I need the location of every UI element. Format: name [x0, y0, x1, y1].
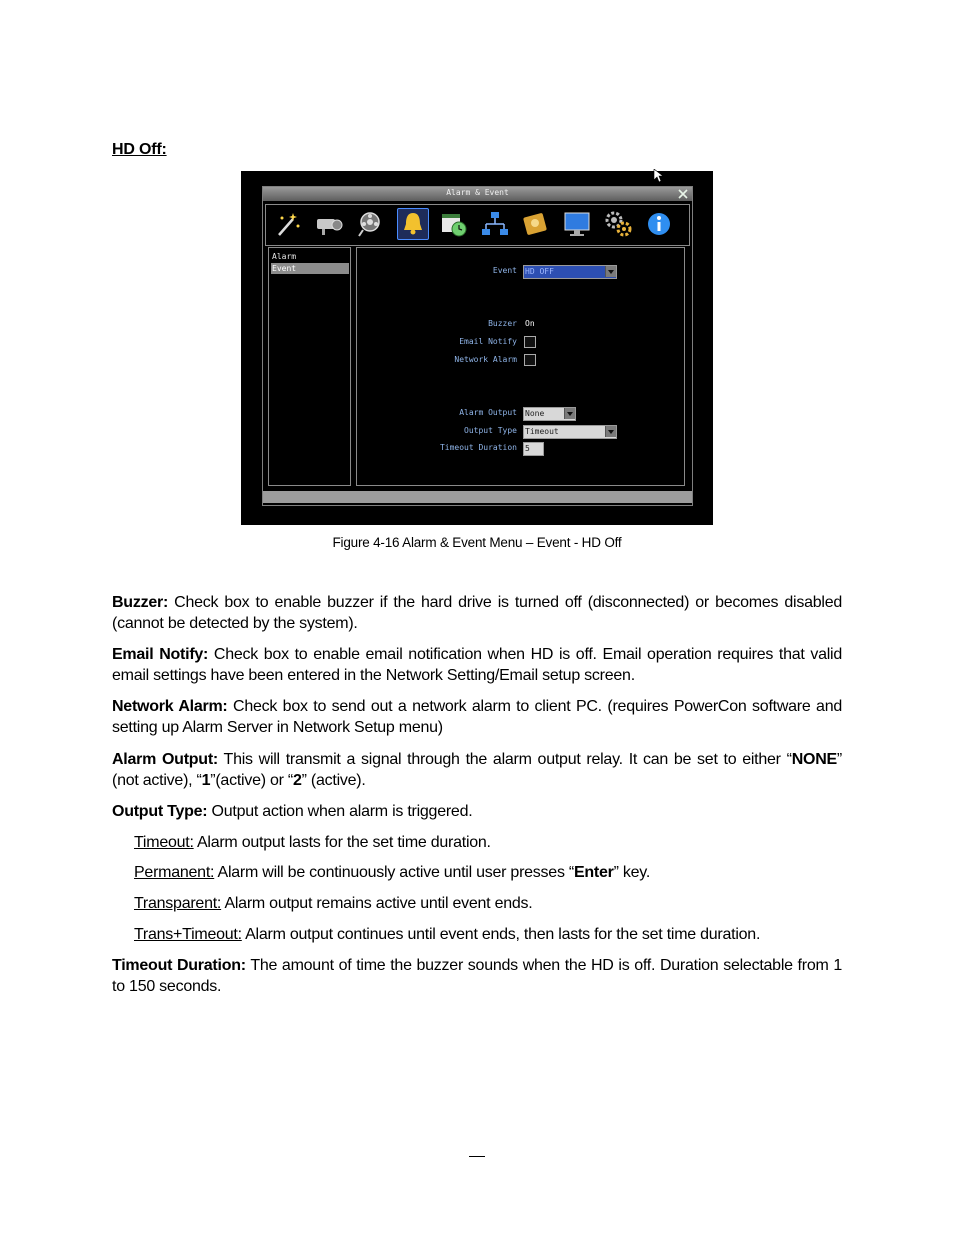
alarm-output-text: ” (active). [301, 772, 366, 789]
event-label: Event [492, 266, 517, 275]
output-type-label: Output Type [464, 426, 517, 435]
alarm-output-value: None [525, 409, 545, 418]
trans-timeout-text: Alarm output continues until event ends, then lasts for the set time duration. [241, 926, 761, 943]
network-alarm-term: Network Alarm: [112, 698, 228, 715]
timeout-duration-paragraph [112, 955, 842, 997]
timeout-duration-value: 5 [525, 444, 530, 453]
alarm-bell-icon[interactable] [397, 208, 429, 240]
output-type-term: Output Type: [112, 803, 208, 820]
permanent-term: Permanent: [134, 864, 215, 881]
chevron-down-icon [564, 408, 575, 419]
mouse-cursor-icon [653, 169, 665, 183]
close-icon[interactable] [677, 188, 689, 200]
trans-timeout-term: Trans+Timeout: [134, 926, 242, 943]
buzzer-label: Buzzer [488, 319, 517, 328]
buzzer-value[interactable]: On [525, 319, 535, 328]
alarm-output-paragraph [112, 749, 842, 791]
email-notify-label: Email Notify [459, 337, 517, 346]
alarm-output-text: ”(active) or “ [210, 772, 293, 789]
output-type-value: Timeout [525, 427, 559, 436]
email-notify-term: Email Notify: [112, 646, 209, 663]
timeout-duration-label: Timeout Duration [439, 443, 517, 452]
timeout-duration-term: Timeout Duration: [112, 957, 246, 974]
enter-key: Enter [573, 864, 614, 881]
wizard-icon[interactable] [273, 209, 303, 239]
output-type-text: Output action when alarm is triggered. [207, 803, 473, 820]
buzzer-text: Check box to enable buzzer if the hard drive is turned off (disconnected) or becomes disabled (cannot be detected by the system). [112, 594, 842, 632]
transparent-text: Alarm output remains active until event ends. [221, 895, 533, 912]
figure-caption: Figure 4-16 Alarm & Event Menu – Event - HD Off [332, 535, 622, 550]
timeout-text: Alarm output lasts for the set time duration. [193, 834, 491, 851]
email-notify-checkbox[interactable] [524, 336, 536, 348]
page-number-line [469, 1156, 485, 1157]
option-2: 2 [293, 772, 302, 789]
permanent-option-item [134, 862, 650, 883]
record-icon[interactable] [355, 209, 385, 239]
alarm-output-term: Alarm Output: [112, 751, 218, 768]
timeout-option-item [134, 832, 491, 853]
transparent-option-item [134, 893, 532, 914]
timeout-duration-input[interactable] [523, 442, 544, 456]
transparent-term: Transparent: [134, 895, 222, 912]
none-option: NONE [791, 751, 837, 768]
chevron-down-icon [605, 426, 616, 437]
network-alarm-paragraph [112, 696, 842, 738]
email-notify-paragraph [112, 644, 842, 686]
permanent-text: ” key. [613, 864, 651, 881]
menu-toolbar [265, 204, 690, 246]
buzzer-term: Buzzer: [112, 594, 169, 611]
schedule-icon[interactable] [439, 209, 469, 239]
alarm-output-label: Alarm Output [459, 408, 517, 417]
trans-timeout-option-item [134, 924, 760, 945]
disk-icon[interactable] [521, 209, 551, 239]
menu-item-event[interactable]: Event [271, 263, 349, 274]
event-dropdown[interactable] [523, 265, 617, 279]
alarm-event-window [262, 186, 693, 506]
network-icon[interactable] [480, 209, 510, 239]
network-alarm-checkbox[interactable] [524, 354, 536, 366]
network-alarm-text: Check box to send out a network alarm to client PC. (requires PowerCon software and setting up Alarm Server in Network Setup menu) [112, 698, 843, 736]
screenshot-figure [241, 171, 713, 525]
alarm-output-dropdown[interactable] [523, 407, 576, 421]
option-1: 1 [201, 772, 211, 789]
section-heading: HD Off: [112, 141, 167, 158]
window-statusbar [263, 491, 692, 503]
window-title: Alarm & Event [446, 188, 509, 197]
left-menu-pane [268, 247, 351, 486]
output-type-dropdown[interactable] [523, 425, 617, 439]
output-type-paragraph [112, 801, 842, 822]
settings-icon[interactable] [603, 209, 633, 239]
network-alarm-label: Network Alarm [454, 355, 517, 364]
info-icon[interactable] [644, 209, 674, 239]
alarm-output-text: This will transmit a signal through the alarm output relay. It can be set to either “ [217, 751, 792, 768]
permanent-text: Alarm will be continuously active until user presses “ [214, 864, 574, 881]
buzzer-paragraph [112, 592, 842, 634]
event-value: HD OFF [525, 267, 554, 276]
monitor-icon[interactable] [562, 209, 592, 239]
alarm-output-text: ” (not active), “ [112, 751, 842, 789]
email-notify-text: Check box to enable email notification when HD is off. Email operation requires that valid email settings have been entered in the Network Setting/Email setup screen. [112, 646, 842, 684]
menu-item-alarm[interactable]: Alarm [272, 252, 297, 261]
timeout-term: Timeout: [134, 834, 194, 851]
settings-pane [356, 247, 685, 486]
chevron-down-icon [605, 266, 616, 277]
camera-icon[interactable] [314, 209, 344, 239]
window-titlebar [263, 187, 692, 201]
timeout-duration-text: The amount of time the buzzer sounds when the HD is off. Duration selectable from 1 to 150 seconds. [112, 957, 842, 995]
